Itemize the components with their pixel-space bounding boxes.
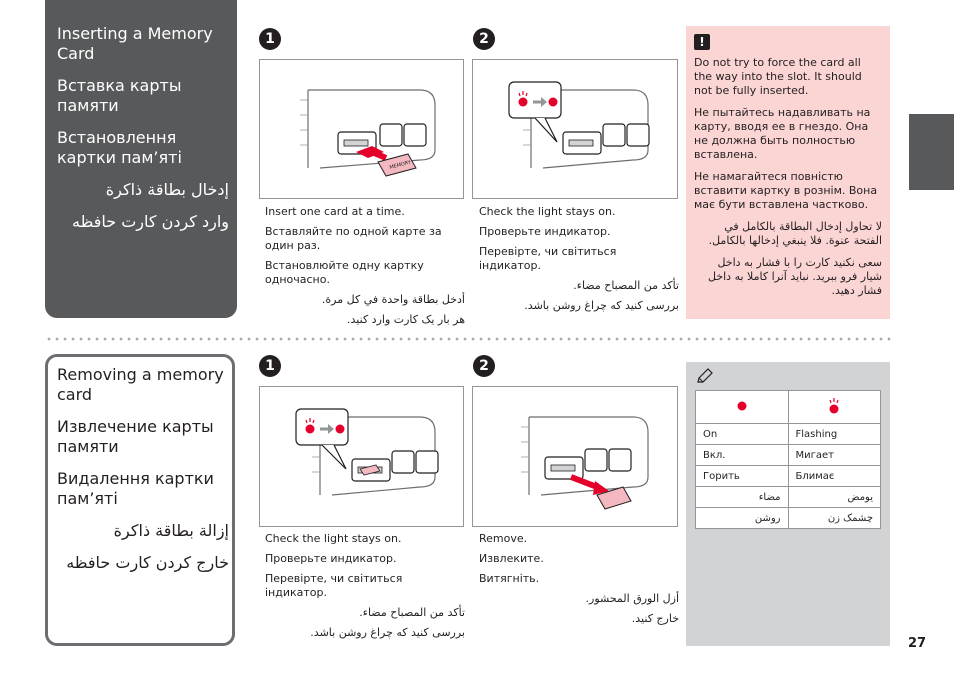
insert-step-1-captions: [265, 205, 465, 333]
printer-slot-insert-drawing: [260, 60, 463, 198]
note-box: [686, 362, 890, 646]
table-cell: يومض: [788, 487, 881, 508]
table-row: [696, 391, 881, 424]
insert-step-1-caption-fa: هر بار یک کارت وارد کنید.: [347, 313, 465, 326]
section-divider: [45, 337, 891, 341]
warning-box: [686, 26, 890, 319]
remove-step-2-caption-ar: أزل الورق المحشور.: [585, 592, 679, 605]
table-cell: Flashing: [788, 424, 881, 445]
insert-step-2-captions: [479, 205, 679, 319]
remove-step-1-caption-fa: بررسی کنید که چراغ روشن باشد.: [310, 626, 465, 639]
insert-step-2-illustration: [472, 59, 678, 199]
table-row: [696, 424, 881, 445]
remove-step-1-caption-uk: Перевірте, чи світиться індикатор.: [265, 572, 403, 599]
chapter-tab: [909, 114, 954, 190]
insert-step-1-caption-en: Insert one card at a time.: [265, 205, 405, 218]
table-cell: Мигает: [788, 445, 881, 466]
insert-step-2-caption-en: Check the light stays on.: [479, 205, 616, 218]
page-number: 27: [908, 636, 927, 651]
table-cell: [696, 391, 789, 424]
remove-step-2-caption-fa: خارج کنید.: [631, 612, 679, 625]
light-check-drawing: [473, 60, 677, 198]
remove-heading-panel: [45, 354, 235, 646]
led-on-icon: [336, 425, 345, 434]
warning-text-uk: Не намагайтеся повністю вставити картку в рознім. Вона має бути вставлена частково.: [694, 170, 878, 211]
remove-step-2-caption-uk: Витягніть.: [479, 572, 540, 585]
insert-heading-en: Inserting a Memory Card: [57, 24, 213, 63]
table-row: [696, 508, 881, 529]
table-row: [696, 487, 881, 508]
remove-step-1-caption-en: Check the light stays on.: [265, 532, 402, 545]
insert-step-1-caption-ar: أدخل بطاقة واحدة في كل مرة.: [321, 293, 465, 306]
table-cell: روشن: [696, 508, 789, 529]
table-cell: Вкл.: [696, 445, 789, 466]
table-cell: مضاء: [696, 487, 789, 508]
remove-heading-ar: إزالة بطاقة ذاكرة: [113, 521, 229, 540]
led-on-icon: [549, 98, 558, 107]
insert-heading-fa: وارد کردن کارت حافظه: [72, 212, 229, 231]
warning-text-fa: سعی نکنید کارت را با فشار به داخل شیار فرو ببرید. نباید آنرا کاملا به داخل فشار دهید.: [708, 256, 882, 297]
insert-step-1-number: 1: [259, 28, 281, 50]
light-check-remove-drawing: [260, 387, 463, 526]
remove-heading-en: Removing a memory card: [57, 365, 224, 404]
insert-step-1-caption-ru: Вставляйте по одной карте за один раз.: [265, 225, 442, 252]
led-flashing-icon: [306, 425, 315, 434]
memory-card-label: MEMORY: [388, 159, 412, 171]
table-cell: Блимає: [788, 466, 881, 487]
warning-text-ar: لا تحاول إدخال البطاقة بالكامل في الفتحة عنوة. فلا ينبغي إدخالها بالكامل.: [708, 220, 882, 247]
table-cell: On: [696, 424, 789, 445]
led-flashing-icon: [519, 98, 528, 107]
insert-heading-panel: [45, 0, 237, 318]
remove-heading-fa: خارج کردن کارت حافظه: [66, 553, 229, 572]
insert-step-1-caption-uk: Встановлюйте одну картку одночасно.: [265, 259, 424, 286]
pencil-icon: [696, 368, 714, 384]
warning-icon: !: [694, 34, 710, 50]
card-remove-drawing: [473, 387, 677, 526]
remove-step-2-captions: [479, 532, 679, 632]
led-flashing-icon: [827, 397, 841, 415]
remove-step-1-caption-ar: تأكد من المصباح مضاء.: [359, 606, 465, 619]
insert-heading-ru: Вставка карты памяти: [57, 76, 182, 115]
remove-step-1-illustration: [259, 386, 464, 527]
insert-step-1-illustration: [259, 59, 464, 199]
light-status-table: [695, 390, 881, 529]
warning-text-ru: Не пытайтесь надавливать на карту, вводя ее в гнездо. Она не должна быть полностью вставлена.: [694, 106, 871, 161]
remove-step-2-caption-ru: Извлеките.: [479, 552, 544, 565]
table-cell: چشمک زن: [788, 508, 881, 529]
insert-heading-ar: إدخال بطاقة ذاكرة: [105, 180, 229, 199]
insert-step-2-caption-ru: Проверьте индикатор.: [479, 225, 611, 238]
table-row: [696, 445, 881, 466]
remove-step-2-caption-en: Remove.: [479, 532, 528, 545]
insert-heading-uk: Встановлення картки пам’яті: [57, 128, 182, 167]
insert-step-2-caption-fa: بررسی کنید که چراغ روشن باشد.: [524, 299, 679, 312]
insert-step-2-number: 2: [473, 28, 495, 50]
insert-step-2-caption-uk: Перевірте, чи світиться індикатор.: [479, 245, 617, 272]
remove-step-2-illustration: [472, 386, 678, 527]
remove-step-1-number: 1: [259, 355, 281, 377]
table-row: [696, 466, 881, 487]
remove-heading-uk: Видалення картки пам’яті: [57, 469, 214, 508]
remove-step-1-caption-ru: Проверьте индикатор.: [265, 552, 397, 565]
led-on-icon: [735, 399, 749, 413]
remove-step-1-captions: [265, 532, 465, 646]
insert-step-2-caption-ar: تأكد من المصباح مضاء.: [573, 279, 679, 292]
remove-step-2-number: 2: [473, 355, 495, 377]
table-cell: [788, 391, 881, 424]
warning-text-en: Do not try to force the card all the way into the slot. It should not be fully inserted.: [694, 56, 862, 97]
remove-heading-ru: Извлечение карты памяти: [57, 417, 214, 456]
table-cell: Горить: [696, 466, 789, 487]
